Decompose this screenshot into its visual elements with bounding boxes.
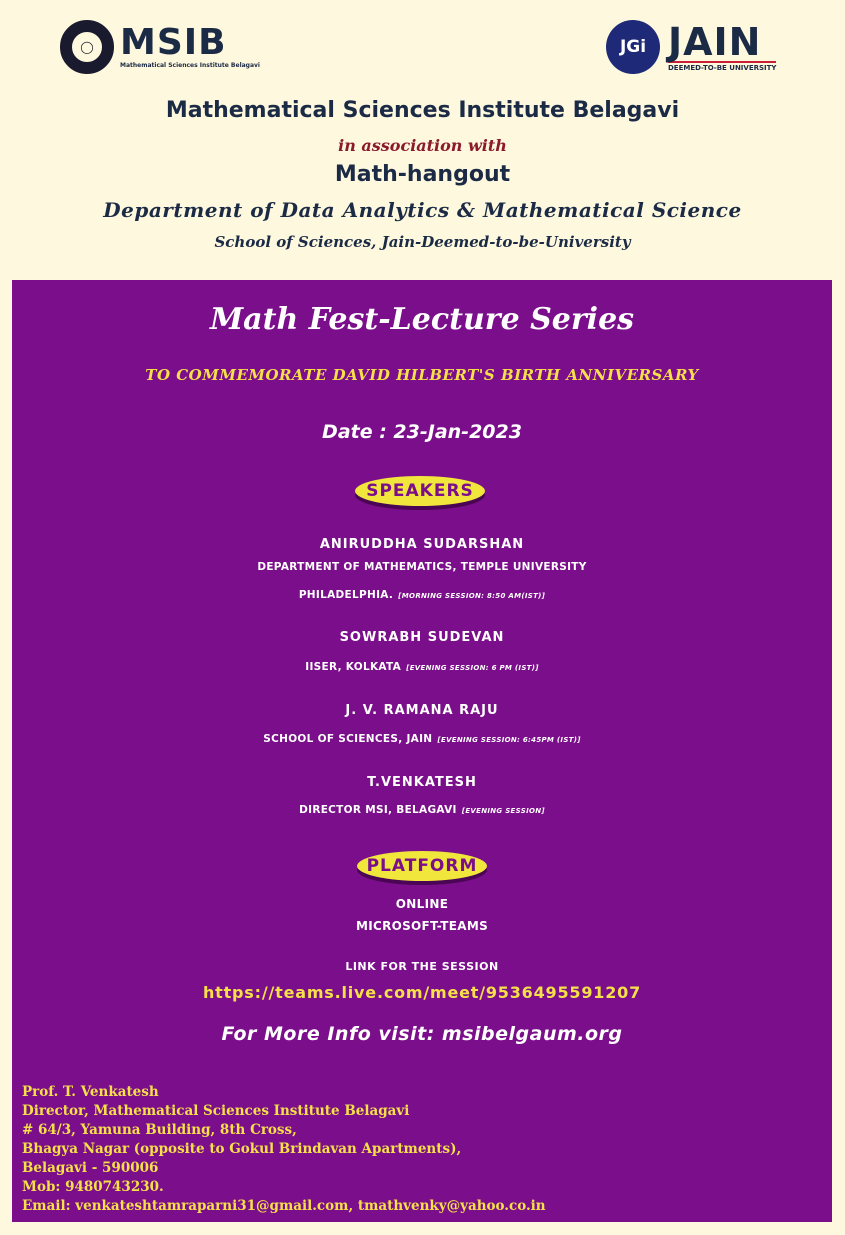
msib-logo-sub: Mathematical Sciences Institute Belagavi <box>120 62 260 69</box>
contact-line: Bhagya Nagar (opposite to Gokul Brindavan Apartments), <box>22 1141 462 1157</box>
speaker-name: ANIRUDDHA SUDARSHAN <box>319 537 525 552</box>
session-link[interactable]: https://teams.live.com/meet/9536495591207 <box>202 983 642 1002</box>
session-time: [EVENING SESSION: 6 PM (IST)] <box>406 664 539 672</box>
speaker-location-row <box>12 583 832 602</box>
contact-line: Mob: 9480743230. <box>22 1179 164 1195</box>
speaker-affiliation-row <box>12 727 832 746</box>
institute-name: Mathematical Sciences Institute Belagavi <box>165 98 680 123</box>
msib-logo <box>60 20 260 74</box>
contact-email[interactable]: Email: venkateshtamraparni31@gmail.com, tmathvenky@yahoo.co.in <box>22 1198 546 1214</box>
platform-badge: PLATFORM <box>357 851 487 881</box>
contact-block <box>22 1083 822 1216</box>
jgi-badge-icon: JGi <box>606 20 660 74</box>
msib-logo-word: MSIB <box>120 22 227 63</box>
speaker-affiliation-row <box>12 655 832 674</box>
association-text: in association with <box>338 136 507 155</box>
contact-line: Director, Mathematical Sciences Institute Belagavi <box>22 1103 410 1119</box>
contact-line: Belagavi - 590006 <box>22 1160 159 1176</box>
session-time: [MORNING SESSION: 8:50 AM(IST)] <box>398 592 546 600</box>
speaker-name: SOWRABH SUDEVAN <box>339 630 505 645</box>
department-name: Department of Data Analytics & Mathematical Science <box>103 198 742 222</box>
event-panel <box>12 280 832 1222</box>
partner-name: Math-hangout <box>334 162 511 187</box>
event-date: Date : 23-Jan-2023 <box>322 421 522 443</box>
event-title: Math Fest-Lecture Series <box>209 302 635 337</box>
contact-line: Prof. T. Venkatesh <box>22 1084 159 1100</box>
session-time: [EVENING SESSION: 6:45PM (IST)] <box>437 736 581 744</box>
platform-mode: ONLINE <box>395 897 449 911</box>
speaker-affiliation: SCHOOL OF SCIENCES, JAIN <box>263 733 433 745</box>
speaker-affiliation: IISER, KOLKATA <box>305 661 402 673</box>
jain-logo-word: JAIN <box>668 19 762 64</box>
commemorate-text: TO COMMEMORATE DAVID HILBERT'S BIRTH ANNIVERSARY <box>145 366 699 384</box>
msib-seal-icon: ◯ <box>60 20 114 74</box>
school-name: School of Sciences, Jain-Deemed-to-be-University <box>214 233 631 251</box>
speaker-location: PHILADELPHIA. <box>298 589 394 601</box>
speaker-affiliation: DEPARTMENT OF MATHEMATICS, TEMPLE UNIVERSITY <box>257 561 587 573</box>
session-link-label: LINK FOR THE SESSION <box>345 960 499 973</box>
jain-logo-sub: DEEMED-TO-BE UNIVERSITY <box>668 61 776 72</box>
jain-logo <box>606 20 776 74</box>
speakers-badge: SPEAKERS <box>355 476 485 506</box>
contact-line: # 64/3, Yamuna Building, 8th Cross, <box>22 1122 297 1138</box>
header <box>0 0 845 280</box>
platform-name: MICROSOFT-TEAMS <box>355 919 489 933</box>
speaker-affiliation-row <box>12 798 832 817</box>
session-time: [EVENING SESSION] <box>461 807 545 815</box>
speaker-affiliation: DIRECTOR MSI, BELAGAVI <box>299 804 457 816</box>
speaker-name: J. V. RAMANA RAJU <box>345 703 499 718</box>
speaker-name: T.VENKATESH <box>367 775 477 790</box>
more-info-link[interactable]: For More Info visit: msibelgaum.org <box>221 1023 623 1045</box>
